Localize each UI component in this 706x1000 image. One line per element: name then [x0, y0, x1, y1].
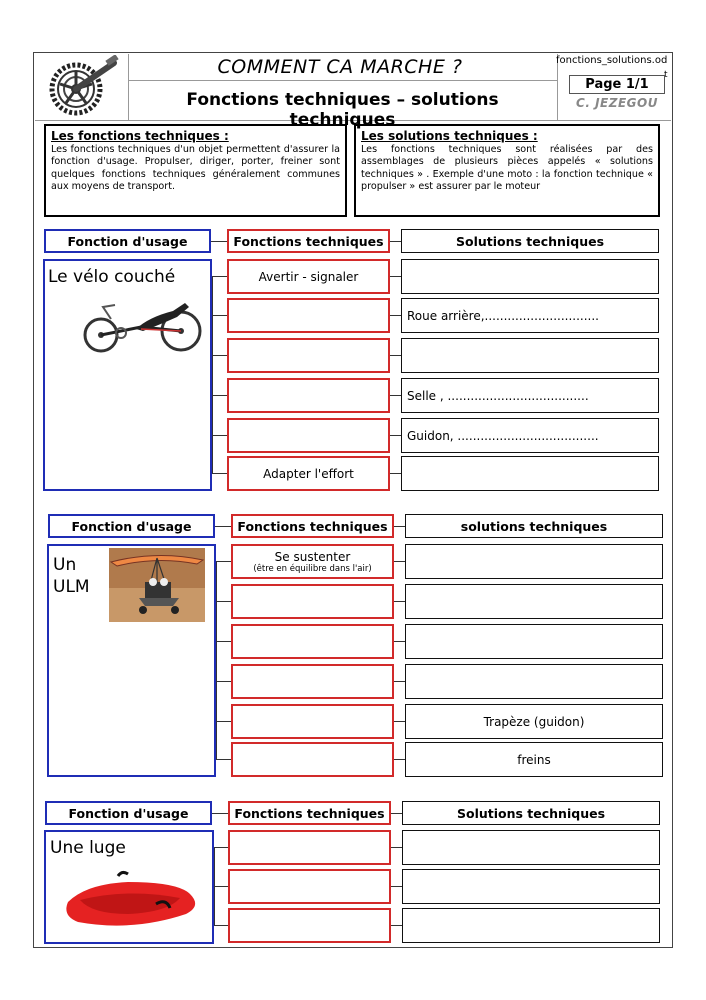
usage-velo-couche: Le vélo couché	[48, 267, 176, 287]
usage-ulm-line1: Un	[53, 555, 77, 575]
connector	[212, 395, 227, 396]
section3-header-usage: Fonction d'usage	[45, 801, 212, 825]
connector	[391, 847, 402, 848]
connector	[390, 395, 401, 396]
section1-function-6[interactable]: Adapter l'effort	[227, 456, 390, 491]
section2-solution-5[interactable]: Trapèze (guidon)	[405, 704, 663, 739]
connector	[391, 925, 402, 926]
connector	[394, 526, 405, 527]
connector	[390, 315, 401, 316]
section2-solution-4[interactable]	[405, 664, 663, 699]
function-se-sustenter: Se sustenter	[274, 549, 351, 564]
connector	[212, 276, 227, 277]
section2-usage-box	[47, 544, 216, 777]
section1-header-solutions: Solutions techniques	[401, 229, 659, 253]
connector	[394, 641, 405, 642]
section1-function-1[interactable]: Avertir - signaler	[227, 259, 390, 294]
section3-function-3[interactable]	[228, 908, 391, 943]
connector	[390, 355, 401, 356]
section3-header-functions: Fonctions techniques	[228, 801, 391, 825]
connector	[390, 473, 401, 474]
connector	[214, 925, 228, 926]
info-functions-title: Les fonctions techniques :	[51, 129, 229, 143]
section2-header-solutions: solutions techniques	[405, 514, 663, 538]
section3-function-1[interactable]	[228, 830, 391, 865]
section1-solution-1[interactable]	[401, 259, 659, 294]
connector	[216, 601, 231, 602]
section1-function-2[interactable]	[227, 298, 390, 333]
connector	[212, 813, 228, 814]
section1-tree-line	[212, 276, 213, 473]
section3-function-2[interactable]	[228, 869, 391, 904]
connector	[390, 241, 401, 242]
filename-label: fonctions_solutions.od	[556, 55, 668, 66]
section1-header-functions: Fonctions techniques	[227, 229, 390, 253]
connector	[394, 601, 405, 602]
header-divider	[128, 80, 558, 81]
info-box-functions	[44, 124, 347, 217]
connector	[214, 886, 228, 887]
crankset-logo	[48, 55, 120, 117]
section1-usage-box	[43, 259, 212, 491]
section2-solution-6[interactable]: freins	[405, 742, 663, 777]
section2-solution-1[interactable]	[405, 544, 663, 579]
connector	[394, 561, 405, 562]
connector	[216, 721, 231, 722]
connector	[214, 847, 228, 848]
connector	[390, 435, 401, 436]
section3-usage-box	[44, 830, 214, 944]
connector	[212, 473, 227, 474]
connector	[394, 681, 405, 682]
connector	[212, 355, 227, 356]
page-title: COMMENT CA MARCHE ?	[217, 56, 463, 78]
ulm-image	[109, 548, 205, 622]
page-number: Page 1/1	[569, 75, 665, 94]
usage-ulm-line2: ULM	[53, 577, 90, 597]
section1-solution-6[interactable]	[401, 456, 659, 491]
usage-ulm	[53, 554, 90, 598]
info-solutions-title: Les solutions techniques :	[361, 129, 538, 143]
section2-tree-line	[216, 561, 217, 759]
section2-function-2[interactable]	[231, 584, 394, 619]
info-functions-text: Les fonctions techniques d'un objet permettent d'assurer la fonction d'usage. Propulser, diriger, porter, freiner sont quelques fonctions techniques généralement communes aux moyens de transport.	[51, 143, 340, 192]
connector	[216, 561, 231, 562]
author-label: C. JEZEGOU	[576, 96, 658, 110]
connector	[394, 759, 405, 760]
header-divider-left	[128, 54, 129, 120]
info-solutions-text: Les fonctions techniques sont réalisées par des assemblages de plusieurs pièces appelés « solutions techniques » . Exemple d'une moto : la fonction technique « propulser » est assurer par le moteur	[361, 143, 653, 192]
connector	[391, 886, 402, 887]
section2-function-4[interactable]	[231, 664, 394, 699]
function-note: (être en équilibre dans l'air)	[253, 563, 372, 574]
section1-header-usage: Fonction d'usage	[44, 229, 211, 253]
section2-header-usage: Fonction d'usage	[48, 514, 215, 538]
section1-solution-3[interactable]	[401, 338, 659, 373]
sled-image	[58, 868, 206, 936]
section2-function-1[interactable]	[231, 544, 394, 579]
filename-tail: t	[664, 70, 668, 80]
connector	[394, 721, 405, 722]
connector	[215, 526, 231, 527]
connector	[391, 813, 402, 814]
section1-solution-4[interactable]: Selle , .....................................	[401, 378, 659, 413]
connector	[216, 641, 231, 642]
section1-solution-5[interactable]: Guidon, .....................................	[401, 418, 659, 453]
section2-solution-3[interactable]	[405, 624, 663, 659]
connector	[216, 759, 231, 760]
info-box-solutions	[354, 124, 660, 217]
section2-function-6[interactable]	[231, 742, 394, 777]
page-subtitle: Fonctions techniques – solutions techniques	[186, 90, 499, 130]
recumbent-bike-image	[81, 289, 207, 355]
section2-solution-2[interactable]	[405, 584, 663, 619]
section1-function-4[interactable]	[227, 378, 390, 413]
connector	[212, 315, 227, 316]
section2-header-functions: Fonctions techniques	[231, 514, 394, 538]
connector	[211, 241, 227, 242]
section2-function-5[interactable]	[231, 704, 394, 739]
connector	[390, 276, 401, 277]
usage-luge: Une luge	[50, 838, 126, 858]
connector	[212, 435, 227, 436]
section1-function-5[interactable]	[227, 418, 390, 453]
section3-solution-3[interactable]	[402, 908, 660, 943]
section1-solution-2[interactable]: Roue arrière,..............................	[401, 298, 659, 333]
section1-function-3[interactable]	[227, 338, 390, 373]
section3-solution-1[interactable]	[402, 830, 660, 865]
section2-function-3[interactable]	[231, 624, 394, 659]
section3-solution-2[interactable]	[402, 869, 660, 904]
section3-header-solutions: Solutions techniques	[402, 801, 660, 825]
connector	[216, 681, 231, 682]
